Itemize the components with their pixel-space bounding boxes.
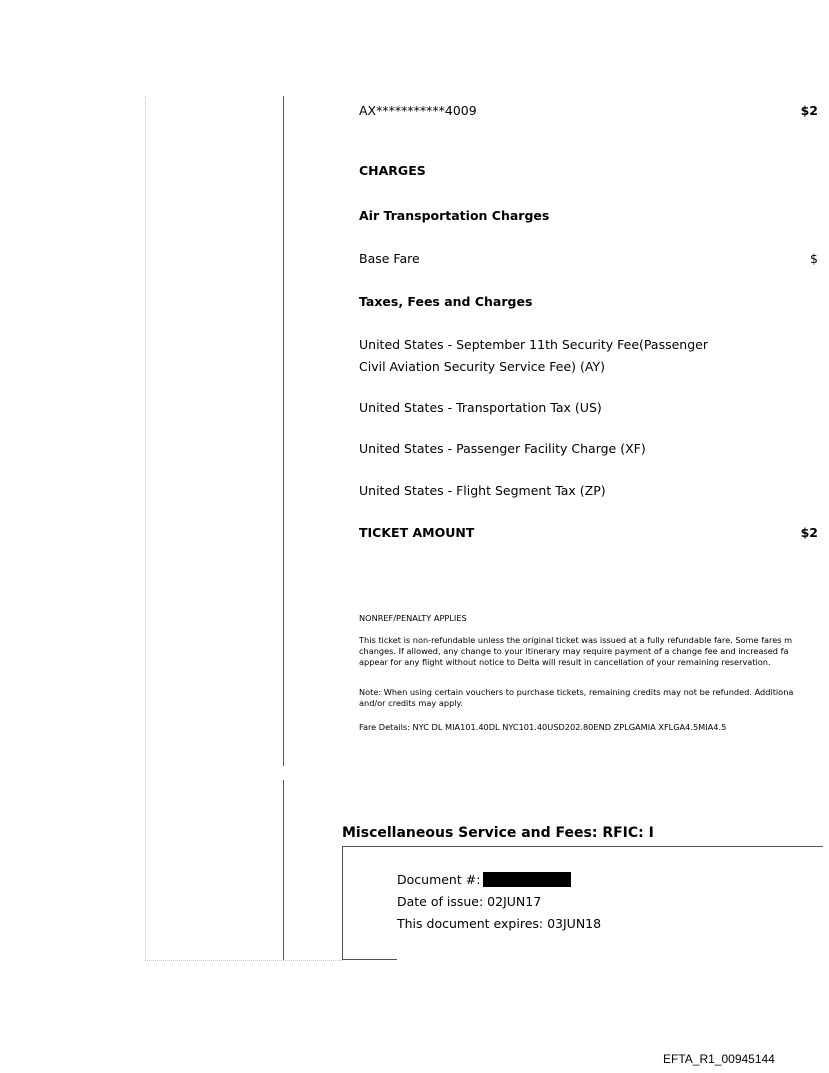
refund-policy-line: appear for any flight without notice to Delta will result in cancellation of your remaining reservation. [359, 657, 771, 667]
tax-line: United States - Transportation Tax (US) [359, 400, 602, 415]
payment-amount: $2 [800, 103, 818, 118]
ticket-amount-label: TICKET AMOUNT [359, 525, 475, 540]
refund-policy-line: changes. If allowed, any change to your itinerary may require payment of a change fee and increased fa [359, 646, 789, 656]
misc-box-bottom-line [342, 959, 397, 960]
voucher-note-line: Note: When using certain vouchers to purchase tickets, remaining credits may not be refunded. Additiona [359, 687, 794, 697]
document-number-label: Document #: [397, 872, 481, 887]
document-id: EFTA_R1_00945144 [663, 1052, 775, 1066]
left-column-border [145, 96, 146, 960]
nonref-notice: NONREF/PENALTY APPLIES [359, 613, 467, 623]
fare-details: Fare Details: NYC DL MIA101.40DL NYC101.40USD202.80END ZPLGAMIA XFLGA4.5MIA4.5 [359, 722, 727, 732]
card-number: AX***********4009 [359, 103, 477, 118]
tax-line: United States - Passenger Facility Charge (XF) [359, 441, 646, 456]
tax-line: United States - September 11th Security Fee(Passenger [359, 337, 708, 352]
voucher-note [359, 687, 829, 709]
base-fare-label: Base Fare [359, 251, 420, 266]
tax-line: United States - Flight Segment Tax (ZP) [359, 483, 606, 498]
voucher-note-line: and/or credits may apply. [359, 698, 463, 708]
refund-policy-line: This ticket is non-refundable unless the original ticket was issued at a fully refundable fare. Some fares m [359, 635, 793, 645]
charges-heading: CHARGES [359, 163, 426, 178]
date-of-issue: Date of issue: 02JUN17 [397, 894, 542, 909]
taxes-heading: Taxes, Fees and Charges [359, 294, 533, 309]
document-expiry: This document expires: 03JUN18 [397, 916, 602, 931]
tax-line: Civil Aviation Security Service Fee) (AY) [359, 359, 605, 374]
ticket-amount-value: $2 [800, 525, 818, 540]
base-fare-amount: $ [810, 251, 818, 266]
column-divider-upper [283, 96, 284, 766]
misc-section-heading: Miscellaneous Service and Fees: RFIC: I [342, 825, 654, 841]
redaction-block [483, 872, 571, 887]
refund-policy [359, 635, 829, 668]
air-transportation-heading: Air Transportation Charges [359, 208, 550, 223]
document-number-row [397, 872, 571, 887]
bottom-dotted-border [145, 960, 342, 961]
column-divider-lower [283, 780, 284, 960]
